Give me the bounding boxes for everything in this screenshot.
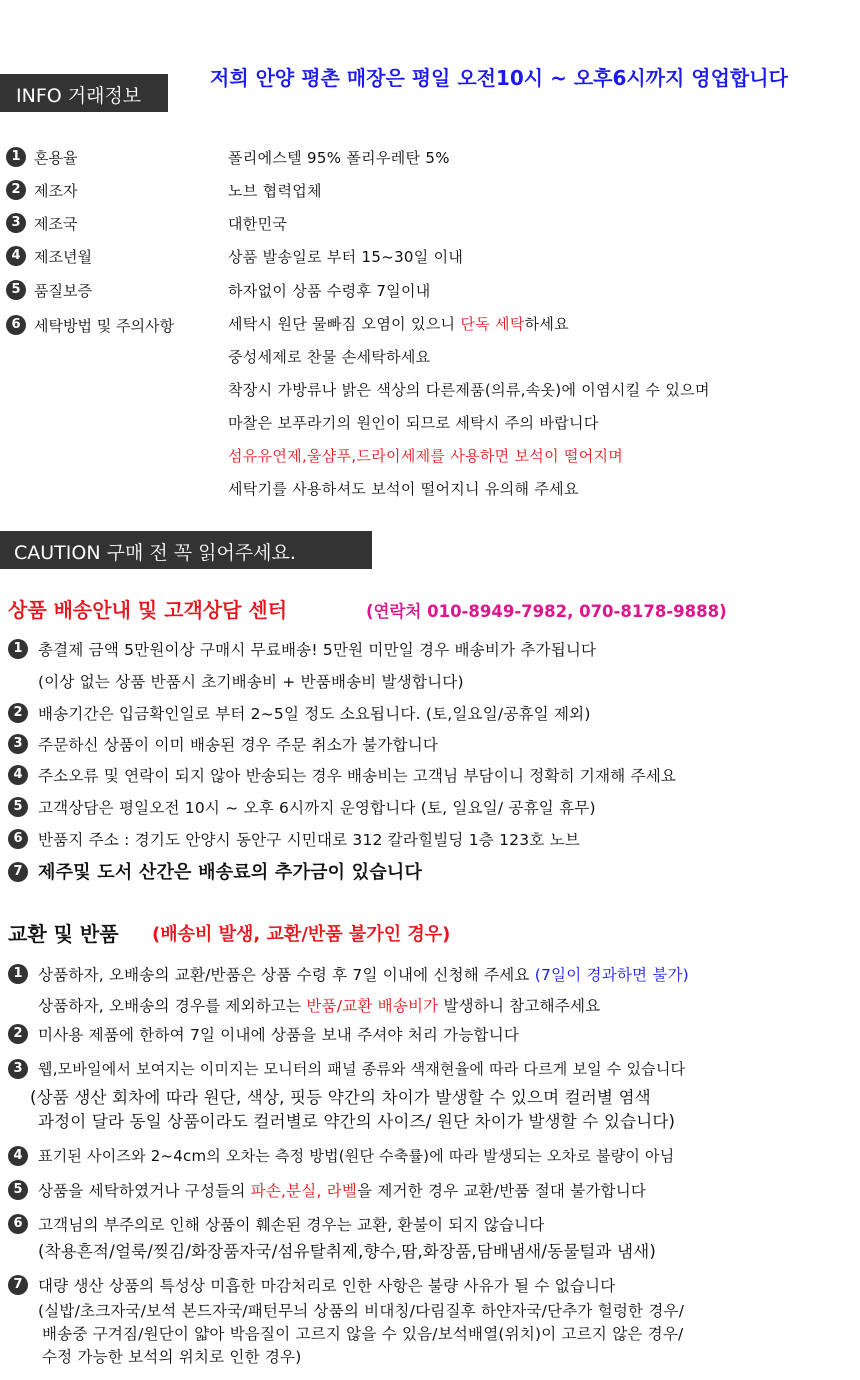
care-highlight: 단독 세탁 <box>460 315 525 333</box>
care-line: 세탁기를 사용하셔도 보석이 떨어지니 유의해 주세요 <box>228 480 579 498</box>
info-label: 제조국 <box>34 215 78 233</box>
info-value: 노브 협력업체 <box>228 182 322 200</box>
exchange-item-note: (상품 생산 회차에 따라 원단, 색상, 핏등 약간의 차이가 발생할 수 있으며 컬러별 염색 <box>30 1088 651 1107</box>
shipping-title: 상품 배송안내 및 고객상담 센터 <box>8 598 288 622</box>
contact-info: (연락처 010-8949-7982, 070-8178-9888) <box>366 602 727 621</box>
exchange-highlight: 반품/교환 배송비가 <box>306 997 439 1015</box>
exchange-subtitle: (배송비 발생, 교환/반품 불가인 경우) <box>152 924 451 945</box>
caution-item: 배송기간은 입금확인일로 부터 2~5일 정도 소요됩니다. (토,일요일/공휴일 제외) <box>38 705 591 723</box>
exchange-number-badge: 4 <box>8 1146 28 1166</box>
caution-item-note: (이상 없는 상품 반품시 초기배송비 + 반품배송비 발생합니다) <box>38 673 464 691</box>
exchange-item-note: 과정이 달라 동일 상품이라도 컬러별로 약간의 사이즈/ 원단 차이가 발생할 수 있습니다) <box>38 1112 676 1131</box>
info-number-badge: 5 <box>6 280 26 300</box>
exchange-item: 표기된 사이즈와 2~4cm의 오차는 측정 방법(원단 수축률)에 따라 발생되는 오차로 불량이 아님 <box>38 1147 675 1165</box>
info-number-badge: 4 <box>6 246 26 266</box>
care-line: 착장시 가방류나 밝은 색상의 다른제품(의류,속옷)에 이염시킬 수 있으며 <box>228 381 710 399</box>
caution-item: 고객상담은 평일오전 10시 ~ 오후 6시까지 운영합니다 (토, 일요일/ 공휴일 휴무) <box>38 799 596 817</box>
caution-item: 반품지 주소 : 경기도 안양시 동안구 시민대로 312 칼라힐빌딩 1층 123호 노브 <box>38 831 580 849</box>
exchange-item: 미사용 제품에 한하여 7일 이내에 상품을 보내 주셔야 처리 가능합니다 <box>38 1026 520 1044</box>
exchange-item <box>38 1179 646 1201</box>
caution-number-badge: 2 <box>8 703 28 723</box>
caution-item-highlight: 제주및 도서 산간은 배송료의 추가금이 있습니다 <box>38 862 423 883</box>
info-label: 혼용율 <box>34 149 78 167</box>
caution-section-tag <box>0 531 372 569</box>
care-text: 세탁시 원단 물빠짐 오염이 있으니 <box>228 315 461 333</box>
info-value: 하자없이 상품 수령후 7일이내 <box>228 282 431 300</box>
exchange-number-badge: 5 <box>8 1180 28 1200</box>
exchange-text: 발생하니 참고해주세요 <box>438 997 601 1015</box>
info-value: 상품 발송일로 부터 15~30일 이내 <box>228 248 464 266</box>
caution-item: 주소오류 및 연락이 되지 않아 반송되는 경우 배송비는 고객님 부담이니 정확히 기재해 주세요 <box>38 767 677 785</box>
info-value: 폴리에스텔 95% 폴리우레탄 5% <box>228 149 450 167</box>
info-label: 세탁방법 및 주의사항 <box>34 317 174 335</box>
exchange-item-note: (착용흔적/얼룩/찢김/화장품자국/섬유탈취제,향수,땀,화장품,담배냄새/동물털과 냄새) <box>38 1242 657 1261</box>
info-number-badge: 1 <box>6 147 26 167</box>
info-label: 제조자 <box>34 182 78 200</box>
exchange-text: 을 제거한 경우 교환/반품 절대 불가합니다 <box>357 1182 647 1200</box>
info-label: 제조년월 <box>34 248 92 266</box>
exchange-number-badge: 7 <box>8 1275 28 1295</box>
info-number-badge: 3 <box>6 213 26 233</box>
care-warning-line: 섬유유연제,울샴푸,드라이세제를 사용하면 보석이 떨어지며 <box>228 447 624 465</box>
caution-number-badge: 1 <box>8 639 28 659</box>
exchange-text: 상품하자, 오배송의 경우를 제외하고는 <box>38 997 307 1015</box>
info-label: 품질보증 <box>34 282 92 300</box>
care-text: 하세요 <box>524 315 570 333</box>
caution-number-badge: 6 <box>8 829 28 849</box>
exchange-item-note: 배송중 구겨짐/원단이 얇아 박음질이 고르지 않을 수 있음/보석배열(위치)이 고르지 않은 경우/ <box>42 1325 684 1343</box>
caution-number-badge: 4 <box>8 765 28 785</box>
info-section-tag <box>0 74 168 112</box>
exchange-item: 대량 생산 상품의 특성상 미흡한 마감처리로 인한 사항은 불량 사유가 될 수 없습니다 <box>38 1277 616 1295</box>
care-line: 마찰은 보푸라기의 원인이 되므로 세탁시 주의 바랍니다 <box>228 414 599 432</box>
exchange-highlight: (7일이 경과하면 불가) <box>534 966 689 984</box>
exchange-number-badge: 3 <box>8 1059 28 1079</box>
exchange-item-note <box>38 994 600 1016</box>
caution-number-badge: 3 <box>8 734 28 754</box>
info-value: 대한민국 <box>228 215 288 233</box>
exchange-item <box>38 963 689 985</box>
care-line: 중성세제로 찬물 손세탁하세요 <box>228 348 431 366</box>
info-number-badge: 2 <box>6 180 26 200</box>
exchange-highlight: 파손,분실, 라벨 <box>250 1182 358 1200</box>
exchange-title: 교환 및 반품 <box>8 922 119 946</box>
caution-number-badge: 5 <box>8 797 28 817</box>
exchange-item-note: (실밥/초크자국/보석 본드자국/패턴무늬 상품의 비대칭/다림질후 하얀자국/단추가 헐렁한 경우/ <box>38 1302 685 1320</box>
exchange-text: 상품하자, 오배송의 교환/반품은 상품 수령 후 7일 이내에 신청해 주세요 <box>38 966 535 984</box>
exchange-number-badge: 1 <box>8 964 28 984</box>
care-line <box>228 313 569 334</box>
caution-item: 주문하신 상품이 이미 배송된 경우 주문 취소가 불가합니다 <box>38 736 439 754</box>
caution-number-badge: 7 <box>8 862 28 882</box>
exchange-number-badge: 2 <box>8 1024 28 1044</box>
exchange-item-note: 수정 가능한 보석의 위치로 인한 경우) <box>42 1348 302 1366</box>
exchange-text: 상품을 세탁하였거나 구성들의 <box>38 1182 251 1200</box>
exchange-item: 고객님의 부주의로 인해 상품이 훼손된 경우는 교환, 환불이 되지 않습니다 <box>38 1216 545 1234</box>
caution-item: 총결제 금액 5만원이상 구매시 무료배송! 5만원 미만일 경우 배송비가 추가됩니다 <box>38 641 597 659</box>
exchange-item: 웹,모바일에서 보여지는 이미지는 모니터의 패널 종류와 색재현율에 따라 다르게 보일 수 있습니다 <box>38 1060 686 1078</box>
info-number-badge: 6 <box>6 315 26 335</box>
store-hours-notice: 저희 안양 평촌 매장은 평일 오전10시 ~ 오후6시까지 영업합니다 <box>210 66 788 90</box>
info-tag-label: INFO 거래정보 <box>16 85 142 107</box>
exchange-number-badge: 6 <box>8 1214 28 1234</box>
caution-tag-label: CAUTION 구매 전 꼭 읽어주세요. <box>14 542 296 564</box>
